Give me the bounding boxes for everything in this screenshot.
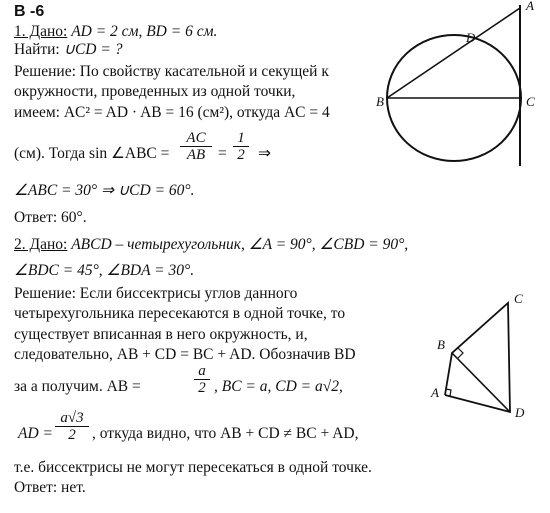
fraction-ac-ab: [180, 130, 212, 163]
figure-quadrilateral: [425, 285, 535, 425]
label-d: D: [466, 30, 476, 45]
fraction-denominator: AB: [186, 147, 206, 163]
label-c: C: [514, 291, 523, 306]
problem2-line7: т.е. биссектрисы не могут пересекаться в одной точке.: [14, 459, 372, 476]
problem1-given-text: AD = 2 см, BD = 6 см.: [71, 23, 218, 40]
fraction-a-over-2: [194, 363, 210, 396]
diagonal-bd: [452, 353, 510, 412]
problem2-solution-line1: Решение: Если биссектрисы углов данного: [14, 285, 298, 302]
label-b: B: [437, 337, 445, 352]
problem2-line6-pre: AD =: [18, 425, 53, 442]
problem1-line4: (см). Тогда sin ∠ABC =: [14, 145, 170, 162]
problem1-find-text: ∪CD = ?: [63, 41, 123, 58]
problem2-line6-post: , откуда видно, что AB + CD ≠ BC + AD,: [92, 425, 359, 442]
fraction-numerator: AC: [180, 130, 212, 147]
problem2-given: [14, 236, 408, 254]
problem1-given: [14, 23, 217, 41]
fraction-denominator: 2: [68, 427, 76, 443]
fraction-denominator: 2: [198, 380, 206, 396]
figure-circle-tangent-secant: [376, 0, 550, 170]
problem2-solution-line2: четырехугольника пересекаются в одной точке, то: [14, 305, 346, 322]
fraction-numerator: a√3: [55, 410, 89, 427]
fraction-one-half: [233, 130, 249, 163]
fraction-numerator: a: [194, 363, 210, 380]
problem2-line5-mid: , BC = a, CD = a√2,: [214, 378, 343, 395]
problem2-solution-line4: следовательно, AB + CD = BC + AD. Обозначив BD: [14, 346, 356, 363]
fraction-numerator: 1: [233, 130, 249, 147]
problem2-line5-pre: за a получим. AB =: [14, 378, 141, 395]
problem1-find: [14, 41, 122, 59]
problem1-line5: ∠ABC = 30° ⇒ ∪CD = 60°.: [14, 182, 195, 199]
problem2-given-text2: ∠BDC = 45°, ∠BDA = 30°.: [14, 262, 195, 279]
label-c: C: [526, 94, 535, 109]
label-b: B: [376, 94, 384, 109]
variant-title: В -6: [14, 3, 45, 20]
quadrilateral-outline: [445, 303, 510, 412]
implies-symbol: ⇒: [258, 145, 271, 162]
problem1-answer: Ответ: 60°.: [14, 209, 87, 226]
problem1-find-label: Найти:: [14, 41, 60, 58]
label-a: A: [431, 385, 439, 400]
problem1-solution-line3: имеем: AC² = AD · AB = 16 (см²), откуда AC = 4: [14, 104, 330, 121]
equals-sign: =: [218, 145, 227, 162]
problem1-given-label: 1. Дано:: [14, 23, 68, 40]
problem2-solution-line3: существует вписанная в него окружность, и,: [14, 326, 308, 343]
problem2-given-label: 2. Дано:: [14, 236, 68, 253]
right-angle-mark-b: [458, 348, 463, 358]
label-a: A: [526, 0, 534, 13]
fraction-denominator: 2: [237, 147, 245, 163]
problem1-solution-line1: Решение: По свойству касательной и секущей к: [14, 63, 329, 80]
fraction-a-root3-over-2: [55, 410, 89, 443]
problem2-answer: Ответ: нет.: [14, 479, 86, 496]
label-d: D: [515, 405, 525, 420]
problem1-solution-line2: окружности, проведенных из одной точки,: [14, 83, 296, 100]
problem2-given-text: ABCD – четырехугольник, ∠A = 90°, ∠CBD = 90°,: [71, 236, 409, 253]
